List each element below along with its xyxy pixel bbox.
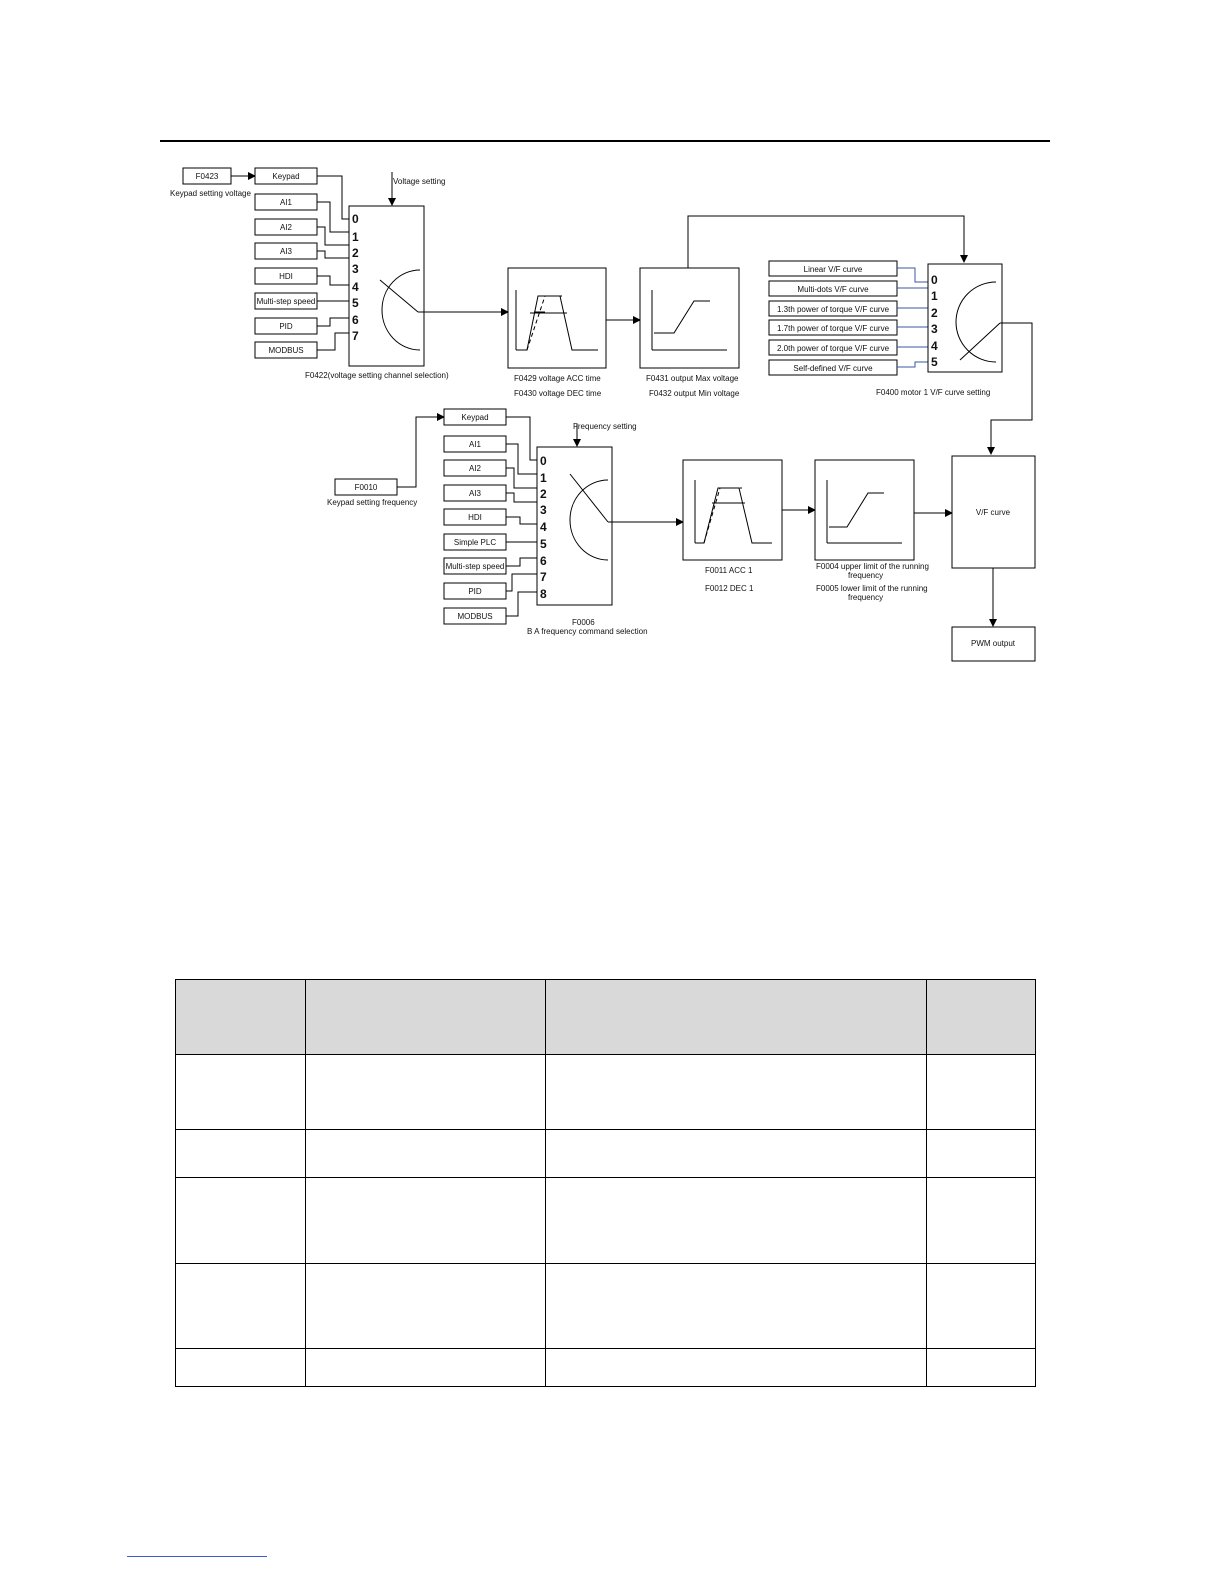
voltage-source-label: Keypad (272, 172, 300, 181)
vf-curve-block-label: V/F curve (975, 508, 1011, 517)
frequency-upper-caption: F0004 upper limit of the running (816, 562, 929, 571)
keypad-frequency-code: F0010 (354, 483, 378, 492)
selector-position-number: 3 (931, 322, 938, 336)
table-cell (306, 1130, 546, 1178)
table-row (176, 1349, 1036, 1387)
selector-position-number: 4 (931, 339, 938, 353)
selector-position-number: 1 (540, 471, 547, 485)
voltage-source-label: PID (279, 322, 293, 331)
frequency-source-label: PID (468, 587, 482, 596)
keypad-voltage-code: F0423 (195, 172, 219, 181)
frequency-source-label: Simple PLC (453, 538, 497, 547)
frequency-selector-caption: B A frequency command selection (527, 627, 648, 636)
frequency-upper-caption-2: frequency (848, 571, 884, 580)
selector-position-number: 6 (352, 313, 359, 327)
frequency-ramp-block (683, 460, 782, 560)
table-header-row (176, 980, 1036, 1055)
table-cell (927, 1055, 1036, 1130)
voltage-source-label: HDI (279, 272, 293, 281)
voltage-min-caption: F0432 output Min voltage (649, 389, 740, 398)
table-row (176, 1178, 1036, 1264)
table-cell (306, 1178, 546, 1264)
selector-position-number: 0 (931, 273, 938, 287)
voltage-setting-label: Voltage setting (393, 177, 446, 186)
frequency-source-label: Keypad (461, 413, 489, 422)
table-cell (546, 1055, 927, 1130)
voltage-source-label: AI2 (279, 223, 293, 232)
table-cell (927, 1130, 1036, 1178)
voltage-source-label: MODBUS (268, 346, 304, 355)
selector-position-number: 3 (540, 503, 547, 517)
vf-curve-options (769, 261, 897, 375)
frequency-lower-caption: F0005 lower limit of the running (816, 584, 928, 593)
table-cell (927, 1264, 1036, 1349)
voltage-selector-caption: F0422(voltage setting channel selection) (305, 371, 449, 380)
voltage-source-list (255, 168, 317, 358)
selector-position-number: 2 (931, 306, 938, 320)
keypad-voltage-caption: Keypad setting voltage (170, 189, 251, 198)
selector-position-number: 1 (352, 230, 359, 244)
table-cell (176, 1178, 306, 1264)
selector-position-number: 1 (931, 289, 938, 303)
voltage-max-caption: F0431 output Max voltage (646, 374, 739, 383)
frequency-selector-numbers (540, 454, 547, 601)
selector-position-number: 0 (540, 454, 547, 468)
table-cell (546, 1264, 927, 1349)
selector-position-number: 5 (352, 296, 359, 310)
frequency-source-label: AI3 (468, 489, 482, 498)
selector-position-number: 4 (352, 280, 359, 294)
frequency-source-label: HDI (468, 513, 482, 522)
voltage-limit-block (640, 268, 739, 368)
vf-curve-option-label: Multi-dots V/F curve (797, 285, 869, 294)
selector-position-number: 3 (352, 262, 359, 276)
selector-position-number: 5 (931, 355, 938, 369)
table-cell (306, 1055, 546, 1130)
vf-curve-option-label: Self-defined V/F curve (793, 364, 873, 373)
table-cell (546, 1130, 927, 1178)
selector-position-number: 7 (540, 570, 547, 584)
parameter-table-container (175, 979, 1035, 1387)
vf-curve-option-label: 1.7th power of torque V/F curve (776, 324, 890, 333)
frequency-source-list (444, 409, 506, 624)
table-cell (176, 1264, 306, 1349)
selector-position-number: 8 (540, 587, 547, 601)
selector-position-number: 6 (540, 554, 547, 568)
table-header-cell (927, 980, 1036, 1055)
vf-curve-option-label: 1.3th power of torque V/F curve (776, 305, 890, 314)
table-cell (927, 1349, 1036, 1387)
vf-control-block-diagram (0, 0, 1224, 700)
selector-position-number: 7 (352, 329, 359, 343)
frequency-dec-caption: F0012 DEC 1 (705, 584, 754, 593)
table-row (176, 1130, 1036, 1178)
vf-curve-option-label: 2.0th power of torque V/F curve (776, 344, 890, 353)
table-cell (927, 1178, 1036, 1264)
selector-position-number: 4 (540, 520, 547, 534)
frequency-setting-label: Frequency setting (573, 422, 637, 431)
voltage-source-label: AI1 (279, 198, 293, 207)
frequency-selector-code: F0006 (572, 618, 595, 627)
table-cell (176, 1055, 306, 1130)
table-header-cell (546, 980, 927, 1055)
table-cell (176, 1349, 306, 1387)
frequency-source-label: Multi-step speed (445, 562, 505, 571)
voltage-source-label: AI3 (279, 247, 293, 256)
table-cell (306, 1349, 546, 1387)
frequency-lower-caption-2: frequency (848, 593, 884, 602)
selector-position-number: 0 (352, 212, 359, 226)
table-cell (306, 1264, 546, 1349)
selector-position-number: 2 (540, 487, 547, 501)
table-cell (546, 1178, 927, 1264)
curve-selector-caption: F0400 motor 1 V/F curve setting (876, 388, 991, 397)
voltage-source-label: Multi-step speed (256, 297, 316, 306)
voltage-ramp-block (508, 268, 606, 368)
table-row (176, 1264, 1036, 1349)
voltage-acc-caption: F0429 voltage ACC time (514, 374, 601, 383)
keypad-frequency-caption: Keypad setting frequency (327, 498, 418, 507)
frequency-source-label: MODBUS (457, 612, 493, 621)
footer-link-rule (127, 1556, 267, 1557)
table-cell (546, 1349, 927, 1387)
frequency-acc-caption: F0011 ACC 1 (705, 566, 753, 575)
table-header-cell (306, 980, 546, 1055)
frequency-limit-block (815, 460, 914, 560)
table-row (176, 1055, 1036, 1130)
pwm-output-label: PWM output (970, 639, 1016, 648)
table-cell (176, 1130, 306, 1178)
parameter-table (175, 979, 1036, 1387)
frequency-source-label: AI2 (468, 464, 482, 473)
vf-curve-option-label: Linear V/F curve (803, 265, 863, 274)
frequency-source-label: AI1 (468, 440, 482, 449)
selector-position-number: 5 (540, 537, 547, 551)
voltage-dec-caption: F0430 voltage DEC time (514, 389, 602, 398)
selector-position-number: 2 (352, 246, 359, 260)
table-header-cell (176, 980, 306, 1055)
frequency-command-selector (537, 447, 612, 605)
